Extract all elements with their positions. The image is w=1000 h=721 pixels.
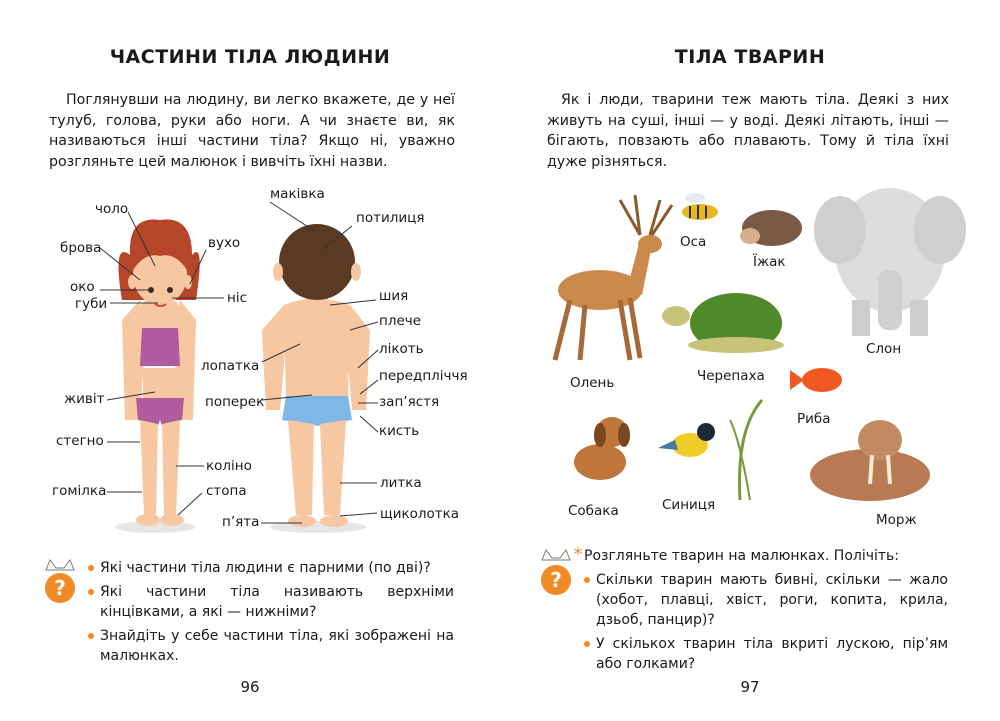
label-zhyvit: живіт (64, 391, 105, 407)
animal-label-osa: Оса (680, 234, 707, 250)
girl-figure (118, 219, 199, 526)
dog-figure (574, 417, 630, 480)
question-item: Скільки тварин мають бивні, скільки — жало (хобот, плавці, хвіст, роги, копита, крила, дзьоб, панцир)? (584, 570, 948, 630)
task-block (584, 546, 948, 678)
question-cat-icon (534, 544, 584, 604)
label-potylytsia: потилиця (356, 210, 425, 226)
label-kolino: коліно (206, 458, 252, 474)
page-number: 96 (240, 678, 260, 696)
animal-label-yizhak: Їжак (753, 254, 786, 270)
animal-label-synytsia: Синиця (662, 497, 716, 513)
label-poperek: поперек (205, 394, 265, 410)
question-item: Які частини тіла називають верхніми кінцівками, а які — нижніми? (88, 582, 454, 622)
boy-figure (262, 224, 370, 527)
turtle-figure (662, 293, 784, 353)
walrus-figure (810, 420, 930, 501)
label-lopatka: лопатка (201, 358, 260, 374)
label-nis: ніс (227, 290, 247, 306)
intro-paragraph: Поглянувши на людину, ви легко вкажете, де у неї тулуб, голова, руки або ноги. А чи знаєте ви, як називаються інші частини тіла? Якщо ні, уважно розгляньте цей малюнок і вивчіть їхні назви. (49, 92, 455, 170)
question-item: Знайдіть у себе частини тіла, які зображені на малюнках. (88, 626, 454, 666)
label-zapiastia: зап’ястя (379, 394, 440, 410)
animal-label-morzh: Морж (876, 512, 917, 528)
svg-text:?: ? (550, 568, 562, 592)
fish-figure (790, 368, 842, 392)
question-cat-icon (38, 556, 82, 606)
task-intro: Розгляньте тварин на малюнках. Полічіть: (584, 548, 900, 564)
deer-figure (555, 195, 672, 360)
page-number: 97 (740, 678, 760, 696)
label-brova: брова (60, 240, 102, 256)
svg-text:?: ? (54, 576, 66, 600)
label-shchykolotka: щиколотка (380, 506, 460, 522)
wasp-figure (682, 193, 718, 220)
label-stehno: стегно (56, 433, 104, 449)
label-huby: губи (75, 296, 108, 312)
elephant-figure (814, 188, 966, 336)
label-oko: око (70, 279, 95, 295)
label-shyia: шия (379, 288, 409, 304)
animal-label-slon: Слон (866, 341, 902, 357)
animal-label-sobaka: Собака (568, 503, 619, 519)
animal-label-ryba: Риба (797, 411, 831, 427)
questions-list (88, 558, 454, 670)
page-title: ТІЛА ТВАРИН (674, 46, 826, 68)
page-title: ЧАСТИНИ ТІЛА ЛЮДИНИ (109, 46, 391, 68)
question-item: Які частини тіла людини є парними (по дві)? (88, 558, 454, 578)
question-item: У скількох тварин тіла вкриті лускою, пір’ям або голками? (584, 634, 948, 674)
label-chol: чоло (95, 201, 129, 217)
animal-label-olen: Олень (570, 375, 615, 391)
label-makivka: маківка (270, 186, 325, 202)
svg-text:*: * (573, 544, 583, 565)
right-page (500, 0, 1000, 721)
label-kyst: кисть (379, 423, 420, 439)
label-likot: лікоть (379, 341, 424, 357)
label-peredplichchia: передпліччя (379, 368, 468, 384)
label-pyata: п’ята (222, 514, 260, 530)
hedgehog-figure (740, 210, 802, 246)
animals-illustration (500, 0, 1000, 540)
label-stopa: стопа (206, 483, 247, 499)
label-holilka: гомілка (52, 483, 107, 499)
label-vukho: вухо (208, 235, 241, 251)
label-lytka: литка (380, 475, 422, 491)
tit-figure (658, 400, 762, 500)
label-pleche: плече (379, 313, 422, 329)
animal-label-cherepakha: Черепаха (697, 368, 765, 384)
intro-paragraph: Як і люди, тварини теж мають тіла. Деякі з них живуть на суші, інші — у воді. Деякі літають, інші — бігають, повзають або плавають. Тому й тіла їхні дуже різняться. (547, 92, 949, 170)
